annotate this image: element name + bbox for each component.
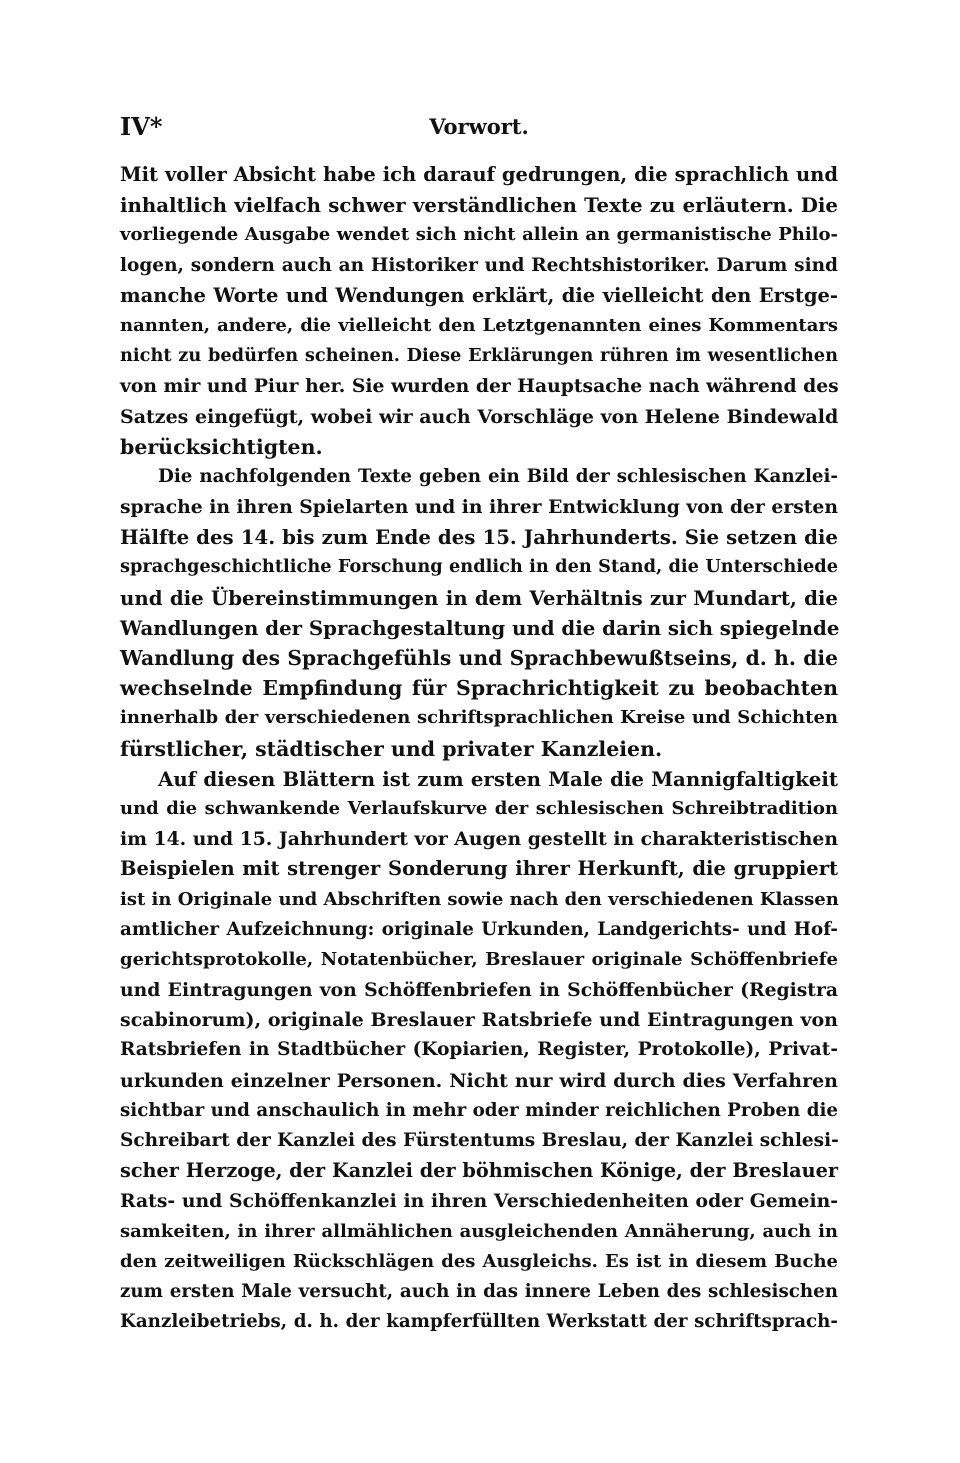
text-line: sprachgeschichtliche Forschung endlich in den Stand, die Unterschiede [120,556,838,578]
text-line: ist in Originale und Abschriften sowie nach den verschiedenen Klassen [120,888,839,910]
text-line: Kanzleibetriebs, d. h. der kampferfüllten Werkstatt der schriftsprach- [120,1311,838,1333]
text-line: samkeiten, in ihrer allmählichen ausgleichenden Annäherung, auch in [120,1220,838,1242]
text-line: manche Worte und Wendungen erklärt, die vielleicht den Erstge- [120,283,838,307]
text-line: Ratsbriefen in Stadtbücher (Kopiarien, Register, Protokolle), Privat- [120,1039,838,1061]
text-line: nicht zu bedürfen scheinen. Diese Erklärungen rühren im wesentlichen [120,345,838,367]
page-header [120,112,838,142]
text-line: und die Übereinstimmungen in dem Verhältnis zur Mundart, die [120,585,838,610]
text-line: Satzes eingefügt, wobei wir auch Vorschläge von Helene Bindewald [120,405,839,428]
text-line: Die nachfolgenden Texte geben ein Bild der schlesischen Kanzlei- [158,465,838,487]
text-line: Schreibart der Kanzlei des Fürstentums Breslau, der Kanzlei schlesi- [120,1130,839,1151]
text-line: und die schwankende Verlaufskurve der schlesischen Schreibtradition [120,797,838,819]
text-line: zum ersten Male versucht, auch in das innere Leben des schlesischen [120,1280,838,1302]
text-line: gerichtsprotokolle, Notatenbücher, Breslauer originale Schöffenbriefe [120,948,838,970]
text-line: vorliegende Ausgabe wendet sich nicht allein an germanistische Philo- [120,224,838,246]
text-line: scabinorum), originale Breslauer Ratsbriefe und Eintragungen von [120,1009,838,1032]
text-line: Wandlung des Sprachgefühls und Sprachbewußtseins, d. h. die [120,646,838,670]
running-title: Vorwort. [429,114,529,139]
body-text [120,160,838,1337]
text-line: scher Herzoge, der Kanzlei der böhmischen Könige, der Breslauer [120,1159,838,1183]
text-line: Hälfte des 14. bis zum Ende des 15. Jahrhunderts. Sie setzen die [120,525,838,550]
text-line: nannten, andere, die vielleicht den Letztgenannten eines Kommentars [120,314,838,336]
text-line: innerhalb der verschiedenen schriftsprachlichen Kreise und Schichten [120,707,838,729]
text-line: Beispielen mit strenger Sonderung ihrer Herkunft, die gruppiert [120,857,838,881]
text-line: Mit voller Absicht habe ich darauf gedrungen, die sprachlich und [120,163,838,186]
text-line: Auf diesen Blättern ist zum ersten Male die Mannigfaltigkeit [158,766,838,791]
text-line: wechselnde Empfindung für Sprachrichtigkeit zu beobachten [120,676,838,701]
text-line: logen, sondern auch an Historiker und Rechtshistoriker. Darum sind [120,254,838,276]
text-line: berücksichtigten. [120,434,323,459]
text-line: sichtbar und anschaulich in mehr oder minder reichlichen Proben die [120,1099,838,1121]
page-number: IV* [120,112,163,141]
text-line: den zeitweiligen Rückschlägen des Ausgleichs. Es ist in diesem Buche [120,1250,838,1272]
text-line: und Eintragungen von Schöffenbriefen in Schöffenbücher (Registra [120,979,838,1002]
text-line: inhaltlich vielfach schwer verständlichen Texte zu erläutern. Die [120,193,838,218]
text-line: sprache in ihren Spielarten und in ihrer Entwicklung von der ersten [120,496,838,519]
text-line: im 14. und 15. Jahrhundert vor Augen gestellt in charakteristischen [120,828,838,851]
text-line: Rats- und Schöffenkanzlei in ihren Verschiedenheiten oder Gemein- [120,1190,838,1213]
text-line: fürstlicher, städtischer und privater Kanzleien. [120,736,663,761]
text-line: Wandlungen der Sprachgestaltung und die darin sich spiegelnde [120,615,840,640]
text-line: urkunden einzelner Personen. Nicht nur wird durch dies Verfahren [120,1069,838,1092]
text-line: amtlicher Aufzeichnung: originale Urkunden, Landgerichts- und Hof- [120,918,838,940]
text-line: von mir und Piur her. Sie wurden der Hauptsache nach während des [120,375,839,398]
